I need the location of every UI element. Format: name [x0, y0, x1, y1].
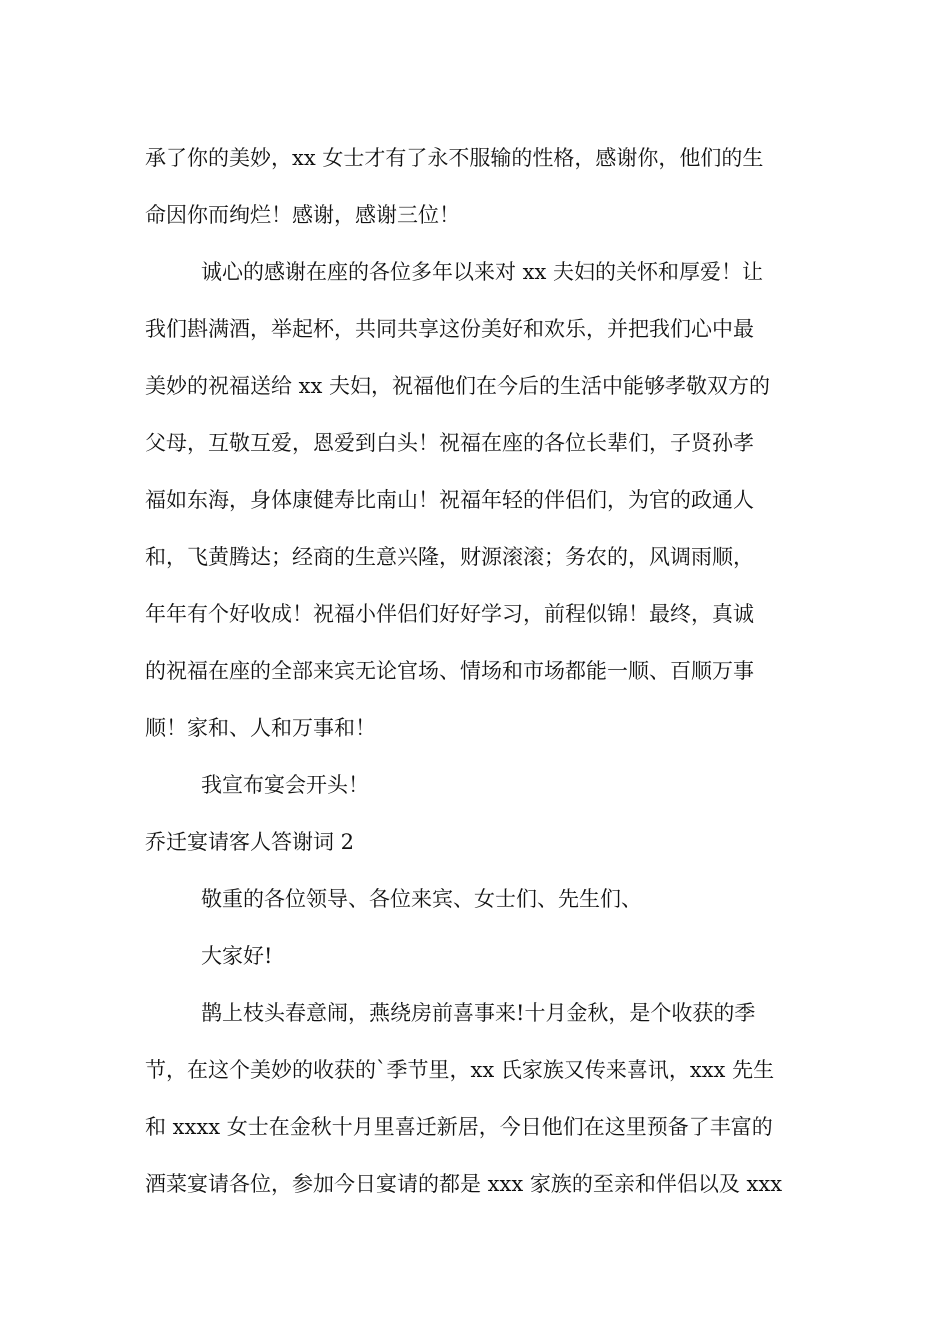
paragraph-line: 酒菜宴请各位，参加今日宴请的都是 xxx 家族的至亲和伴侣以及 xxx — [145, 1172, 783, 1196]
paragraph-line: 父母，互敬互爱，恩爱到白头！祝福在座的各位长辈们，子贤孙孝 — [145, 431, 754, 455]
paragraph-line: 我宣布宴会开头！ — [201, 773, 369, 797]
salutation-line: 敬重的各位领导、各位来宾、女士们、先生们、 — [201, 887, 642, 911]
paragraph-line: 诚心的感谢在座的各位多年以来对 xx 夫妇的关怀和厚爱！让 — [201, 260, 764, 284]
paragraph-line: 节，在这个美妙的收获的`季节里，xx 氏家族又传来喜讯，xxx 先生 — [145, 1058, 775, 1082]
greeting-line: 大家好! — [201, 944, 273, 968]
paragraph-line: 承了你的美妙，xx 女士才有了永不服输的性格，感谢你，他们的生 — [145, 146, 764, 170]
paragraph-line: 我们斟满酒，举起杯，共同共享这份美好和欢乐，并把我们心中最 — [145, 317, 754, 341]
paragraph-line: 和，飞黄腾达；经商的生意兴隆，财源滚滚；务农的，风调雨顺， — [145, 545, 754, 569]
paragraph-line: 美妙的祝福送给 xx 夫妇，祝福他们在今后的生活中能够孝敬双方的 — [145, 374, 771, 398]
paragraph-line: 和 xxxx 女士在金秋十月里喜迁新居，今日他们在这里预备了丰富的 — [145, 1115, 773, 1139]
paragraph-line: 福如东海，身体康健寿比南山！祝福年轻的伴侣们，为官的政通人 — [145, 488, 754, 512]
section-heading: 乔迁宴请客人答谢词 2 — [145, 830, 355, 854]
paragraph-line: 命因你而绚烂！感谢，感谢三位！ — [145, 203, 460, 227]
paragraph-line: 顺！家和、人和万事和！ — [145, 716, 376, 740]
paragraph-line: 年年有个好收成！祝福小伴侣们好好学习，前程似锦！最终，真诚 — [145, 602, 754, 626]
document-body — [145, 130, 810, 1213]
paragraph-line: 鹊上枝头春意闹，燕绕房前喜事来!十月金秋，是个收获的季 — [201, 1001, 756, 1025]
paragraph-line: 的祝福在座的全部来宾无论官场、情场和市场都能一顺、百顺万事 — [145, 659, 754, 683]
